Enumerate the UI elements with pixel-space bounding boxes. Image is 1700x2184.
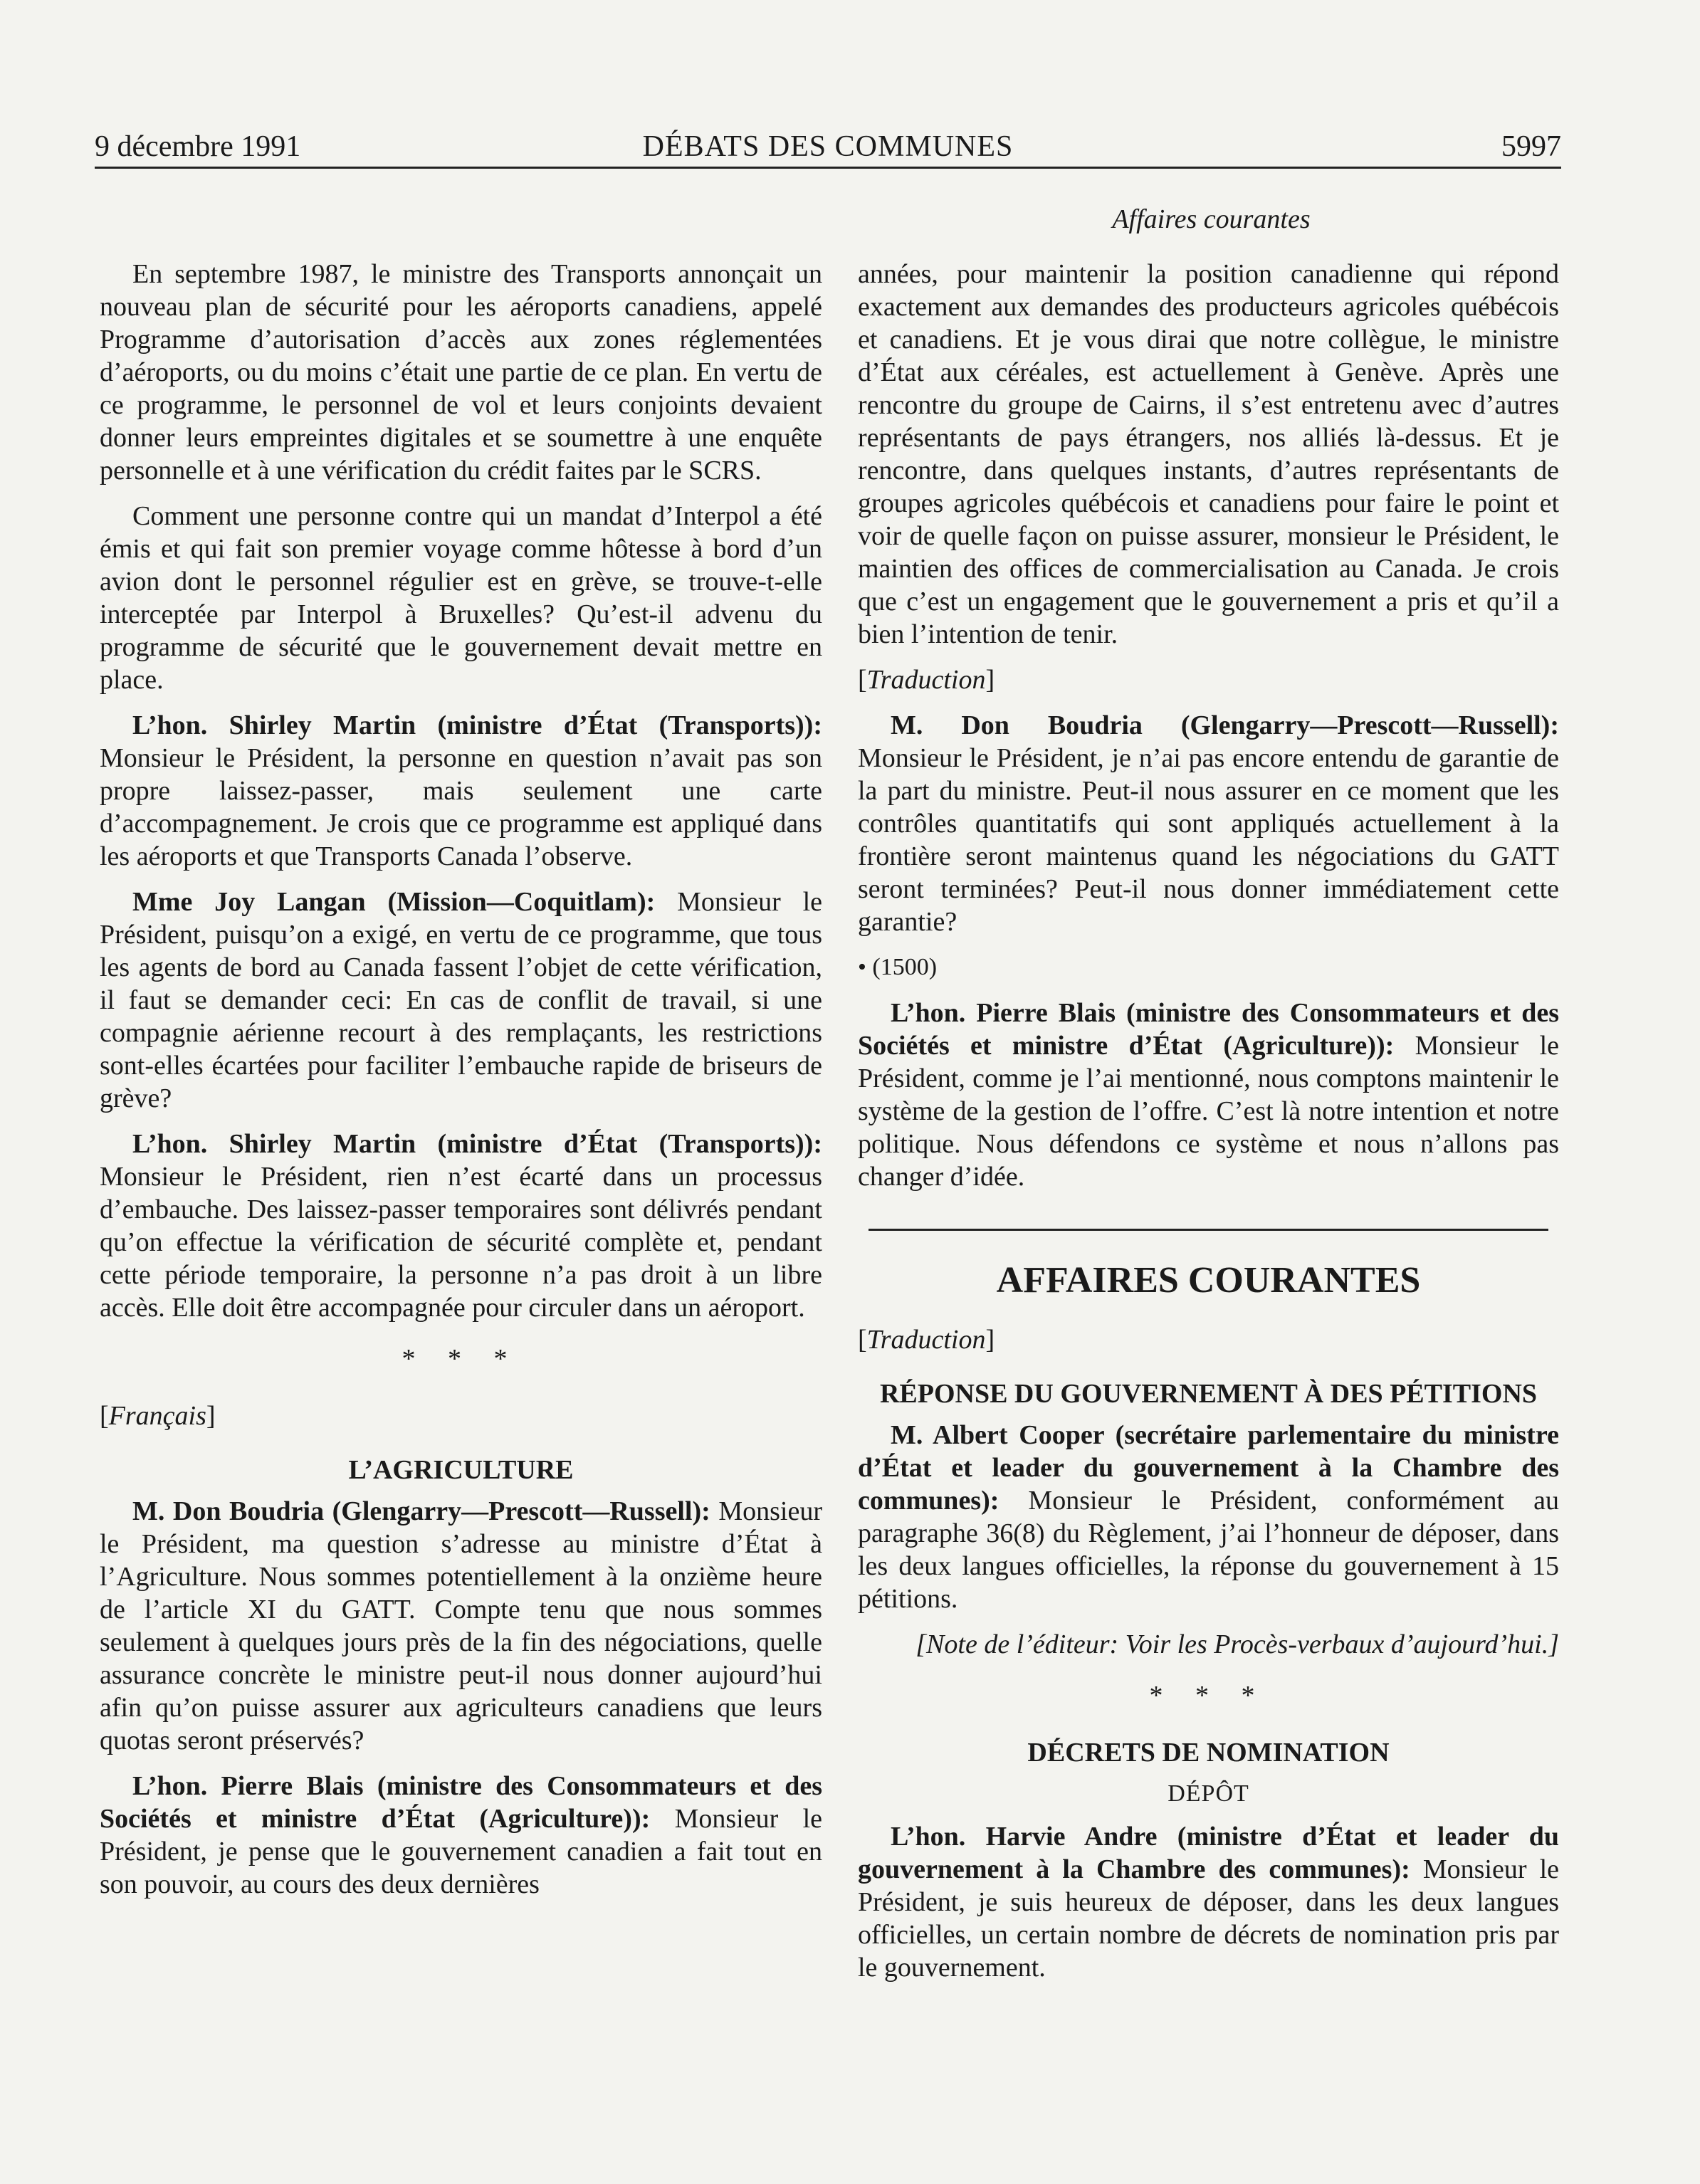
right-column xyxy=(858,258,1559,1997)
paragraph: Comment une personne contre qui un mandat d’Interpol a été émis et qui fait son premier voyage comme hôtesse à bord d’un avion dont le personnel régulier est en grève, se trouve-t-elle interceptée par Interpol à Bruxelles? Qu’est-il advenu du programme de sécurité que le gouvernement devait mettre en place. xyxy=(100,501,822,695)
speech-text: Monsieur le Président, comme je l’ai mentionné, nous comptons maintenir le système de la gestion de l’offre. C’est là notre intention et notre politique. Nous défendons ce système et nous n’allons pas changer d’idée. xyxy=(858,1031,1559,1192)
language-tag: [Français] xyxy=(100,1401,216,1431)
time-marker: • (1500) xyxy=(858,954,938,980)
speaker-name: L’hon. Shirley Martin (ministre d’État (Transports)): xyxy=(132,710,822,740)
section-separator: * * * xyxy=(402,1344,520,1374)
speech-text: Monsieur le Président, conformément au paragraphe 36(8) du Règlement, j’ai l’honneur de déposer, dans les deux langues officielles, la réponse du gouvernement à 15 pétitions. xyxy=(858,1486,1559,1614)
section-rule xyxy=(869,1229,1548,1231)
speaker-name: M. Don Boudria (Glengarry—Prescott—Russell): xyxy=(132,1496,710,1526)
speaker-name: M. Albert Cooper (secrétaire parlementaire du ministre d’État et leader du gouvernement à la Chambre des communes): xyxy=(858,1420,1559,1516)
section-separator: * * * xyxy=(1149,1681,1268,1711)
speech-text: Monsieur le Président, rien n’est écarté dans un processus d’embauche. Des laissez-passer temporaires sont délivrés pendant qu’on effectue la vérification de sécurité complète et, pendant cette période temporaire, la personne n’a pas droit à un libre accès. Elle doit être accompagnée pour circuler dans un aéroport. xyxy=(100,1162,822,1323)
speech xyxy=(858,1820,1559,1984)
speech-text: Monsieur le Président, ma question s’adresse au ministre d’État à l’Agriculture. Nous sommes potentiellement à la onzième heure de l’article XI du GATT. Compte tenu que nous sommes seulement à quelques jours près de la fin des négociations, quelle assurance concrète le ministre peut-il nous donner aujourd’hui afin qu’on puisse assurer aux agriculteurs canadiens que leurs quotas seront préservés? xyxy=(100,1496,822,1755)
paragraph: En septembre 1987, le ministre des Transports annonçait un nouveau plan de sécurité pour les aéroports canadiens, appelé Programme d’autorisation d’accès aux zones réglementées d’aéroports, ou du moins c’était une partie de ce plan. En vertu de ce programme, le personnel de vol et leurs conjoints devaient donner leurs empreintes digitales et se soumettre à une enquête personnelle et à une vérification du crédit faites par le SCRS. xyxy=(100,259,822,485)
speaker-name: L’hon. Harvie Andre (ministre d’État et leader du gouvernement à la Chambre des communes): xyxy=(858,1822,1559,1884)
page-number: 5997 xyxy=(1501,130,1561,163)
paragraph: années, pour maintenir la position canadienne qui répond exactement aux demandes des producteurs agricoles québécois et canadiens. Et je vous dirai que notre collègue, le ministre d’État aux céréales, est actuellement à Genève. Après une rencontre du groupe de Cairns, il s’est entretenu avec d’autres représentants de pays étrangers, nos alliés là-dessus. Et je rencontre, dans quelques instants, d’autres représentants de groupes agricoles québécois et canadiens pour faire le point et voir de quelle façon on puisse assurer, monsieur le Président, le maintien des offices de commercialisation au Canada. Je crois que c’est un engagement que le gouvernement a pris et qu’il a bien l’intention de tenir. xyxy=(858,259,1559,649)
heading-petitions: RÉPONSE DU GOUVERNEMENT À DES PÉTITIONS xyxy=(879,1379,1538,1409)
speech xyxy=(858,709,1559,938)
editor-note: [Note de l’éditeur: Voir les Procès-verbaux d’aujourd’hui.] xyxy=(915,1629,1559,1659)
speech xyxy=(100,1770,822,1901)
speech xyxy=(100,1495,822,1757)
header-title: DÉBATS DES COMMUNES xyxy=(642,130,1014,163)
left-column xyxy=(100,258,822,1913)
heading-agriculture: L’AGRICULTURE xyxy=(348,1455,574,1485)
speech xyxy=(100,886,822,1115)
speech xyxy=(100,709,822,873)
speaker-name: L’hon. Pierre Blais (ministre des Consommateurs et des Sociétés et ministre d’État (Agriculture)): xyxy=(858,998,1559,1061)
translation-tag: [Traduction] xyxy=(858,1325,995,1355)
header-date: 9 décembre 1991 xyxy=(95,130,301,163)
speech-text: Monsieur le Président, je pense que le gouvernement canadien a fait tout en son pouvoir, au cours des deux dernières xyxy=(100,1804,822,1899)
translation-tag: [Traduction] xyxy=(858,665,995,695)
heading-decrets: DÉCRETS DE NOMINATION xyxy=(1027,1738,1390,1768)
heading-affaires-courantes: AFFAIRES COURANTES xyxy=(996,1260,1421,1301)
section-running-title: Affaires courantes xyxy=(1112,204,1311,234)
running-head xyxy=(95,127,1561,169)
speech-text: Monsieur le Président, la personne en question n’avait pas son propre laissez-passer, mais seulement une carte d’accompagnement. Je crois que ce programme est appliqué dans les aéroports et que Transports Canada l’observe. xyxy=(100,743,822,871)
speech-text: Monsieur le Président, puisqu’on a exigé, en vertu de ce programme, que tous les agents de bord au Canada fassent l’objet de cette vérification, il faut se demander ceci: En cas de conflit de travail, si une compagnie aérienne recourt à des remplaçants, les restrictions sont-elles écartées pour faciliter l’embauche rapide de briseurs de grève? xyxy=(100,887,822,1113)
speech xyxy=(100,1128,822,1324)
speech-text: Monsieur le Président, je suis heureux de déposer, dans les deux langues officielles, un certain nombre de décrets de nomination pris par le gouvernement. xyxy=(858,1854,1559,1983)
speech-text: Monsieur le Président, je n’ai pas encore entendu de garantie de la part du ministre. Peut-il nous assurer en ce moment que les contrôles quantitatifs qui sont appliqués actuellement à la frontière seront maintenus quand les négociations du GATT seront terminées? Peut-il nous donner immédiatement cette garantie? xyxy=(858,743,1559,937)
speaker-name: L’hon. Shirley Martin (ministre d’État (Transports)): xyxy=(132,1129,822,1159)
speaker-name: L’hon. Pierre Blais (ministre des Consommateurs et des Sociétés et ministre d’État (Agriculture)): xyxy=(100,1771,822,1834)
speech xyxy=(858,1419,1559,1615)
speech xyxy=(858,997,1559,1193)
sub-heading-depot: DÉPÔT xyxy=(1168,1780,1249,1807)
speaker-name: Mme Joy Langan (Mission—Coquitlam): xyxy=(132,887,656,917)
speaker-name: M. Don Boudria (Glengarry—Prescott—Russell): xyxy=(891,710,1559,740)
